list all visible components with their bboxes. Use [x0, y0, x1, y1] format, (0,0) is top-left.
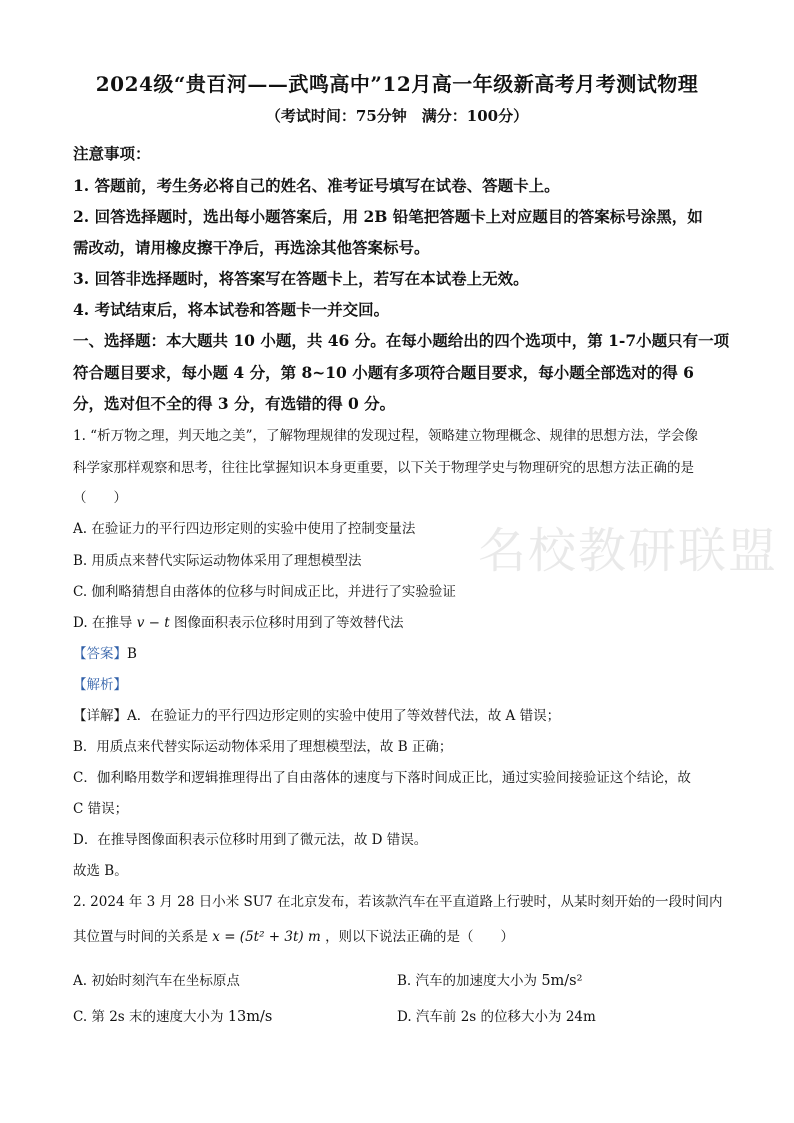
watermark: 名校教研联盟 — [478, 523, 779, 579]
detail-line: C．伽利略用数学和逻辑推理得出了自由落体的速度与下落时间成正比，通过实验间接验证这个结论，故 — [73, 770, 691, 786]
detail-tag: 【详解】 — [73, 708, 127, 724]
option-d — [73, 611, 725, 631]
question-2-stem — [73, 925, 725, 945]
q2-option-d: D. 汽车前 2s 的位移大小为 24m — [397, 1009, 596, 1025]
option-d-suffix: 图像面积表示位移时用到了等效替代法 — [173, 615, 404, 631]
q2-option-c — [73, 1005, 272, 1025]
exam-subtitle: （考试时间：75分钟 满分：100分） — [265, 107, 529, 125]
answer-value: B — [127, 646, 137, 662]
question-1-stem: 科学家那样观察和思考，往往比掌握知识本身更重要，以下关于物理学史与物理研究的思想方法正确的是 — [73, 460, 694, 476]
q2-option-c-prefix: C. 第 2s 末的速度大小为 — [73, 1009, 224, 1025]
position-formula: x = (5t² + 3t) m — [212, 929, 321, 945]
notes-heading: 注意事项： — [73, 144, 151, 163]
section-text: 分，选对但不全的得 3 分，有选错的得 0 分。 — [73, 394, 396, 413]
page-title: 2024级“贵百河——武鸣高中”12月高一年级新高考月考测试物理 — [95, 72, 699, 96]
option-d-prefix: D. 在推导 — [73, 615, 133, 631]
option-b: B. 用质点来替代实际运动物体采用了理想模型法 — [73, 553, 362, 569]
vt-formula: v − t — [136, 615, 170, 631]
section-heading: 一、选择题：本大题共 10 小题，共 46 分。在每小题给出的四个选项中，第 1-7小题只有一项 — [73, 331, 730, 350]
acceleration-value: 5m/s² — [541, 973, 583, 989]
note-item: 4. 考试结束后，将本试卷和答题卡一并交回。 — [73, 300, 390, 319]
detail-line: C 错误； — [73, 801, 129, 817]
q2-stem-prefix: 其位置与时间的关系是 — [73, 929, 208, 945]
question-2-stem: 2. 2024 年 3 月 28 日小米 SU7 在北京发布，若该款汽车在平直道路上行驶时，从某时刻开始的一段时间内 — [73, 894, 723, 910]
q2-stem-suffix: ，则以下说法正确的是（ ） — [325, 929, 515, 945]
option-a: A. 在验证力的平行四边形定则的实验中使用了控制变量法 — [73, 521, 416, 537]
detail-line: D．在推导图像面积表示位移时用到了微元法，故 D 错误。 — [73, 832, 428, 848]
answer-line — [73, 642, 725, 662]
q2-option-b-prefix: B. 汽车的加速度大小为 — [397, 973, 538, 989]
analysis-tag: 【解析】 — [73, 677, 127, 693]
note-item: 1. 答题前，考生务必将自己的姓名、准考证号填写在试卷、答题卡上。 — [73, 176, 560, 195]
note-item: 2. 回答选择题时，选出每小题答案后，用 2B 铅笔把答题卡上对应题目的答案标号涂黑，如 — [73, 207, 703, 226]
section-text: 符合题目要求，每小题 4 分，第 8~10 小题有多项符合题目要求，每小题全部选对的得 6 — [73, 363, 694, 382]
note-item: 3. 回答非选择题时，将答案写在答题卡上，若写在本试卷上无效。 — [73, 269, 529, 288]
option-c: C. 伽利略猜想自由落体的位移与时间成正比，并进行了实验验证 — [73, 584, 456, 600]
detail-line: B．用质点来代替实际运动物体采用了理想模型法，故 B 正确； — [73, 739, 453, 755]
q2-option-b — [397, 969, 582, 989]
answer-tag: 【答案】 — [73, 646, 127, 662]
detail-text: A．在验证力的平行四边形定则的实验中使用了等效替代法，故 A 错误； — [127, 708, 561, 724]
velocity-value: 13m/s — [227, 1009, 273, 1025]
question-1-stem: 1. “析万物之理，判天地之美”，了解物理规律的发现过程，领略建立物理概念、规律的思想方法，学会像 — [73, 428, 698, 444]
q2-option-a: A. 初始时刻汽车在坐标原点 — [73, 973, 240, 989]
question-1-stem: （ ） — [73, 490, 127, 506]
note-item: 需改动，请用橡皮擦干净后，再选涂其他答案标号。 — [73, 238, 430, 257]
detail-line: 故选 B。 — [73, 863, 128, 879]
detail-line — [73, 704, 725, 724]
